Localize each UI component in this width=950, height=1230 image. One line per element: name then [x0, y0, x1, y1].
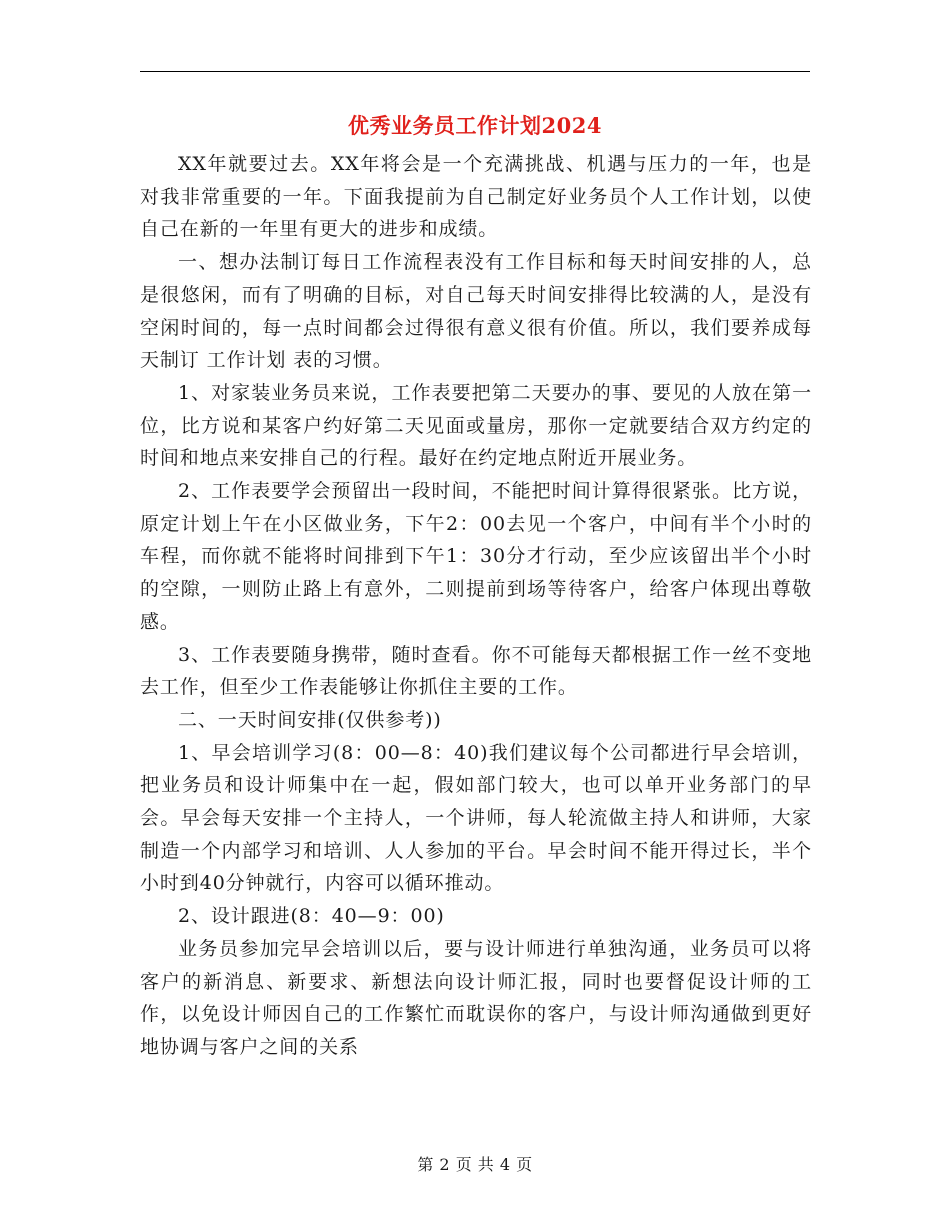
paragraph: 业务员参加完早会培训以后，要与设计师进行单独沟通，业务员可以将客户的新消息、新要求、新想法向设计师汇报，同时也要督促设计师的工作，以免设计师因自己的工作繁忙而耽误你的客户，与设计师沟通做到更好地协调与客户之间的关系: [140, 937, 812, 1058]
section-heading: 二、一天时间安排(仅供参考)): [178, 708, 442, 731]
paragraph: XX年就要过去。XX年将会是一个充满挑战、机遇与压力的一年，也是对我非常重要的一年。下面我提前为自己制定好业务员个人工作计划，以使自己在新的一年里有更大的进步和成绩。: [140, 153, 812, 241]
paragraph: 2、工作表要学会预留出一段时间，不能把时间计算得很紧张。比方说，原定计划上午在小区做业务，下午2：00去见一个客户，中间有半个小时的车程，而你就不能将时间排到下午1：30分才行动，至少应该留出半个小时的空隙，一则防止路上有意外，二则提前到场等待客户，给客户体现出尊敬感。: [140, 480, 812, 633]
page-footer: 第 2 页 共 4 页: [417, 1155, 533, 1174]
paragraph: 一、想办法制订每日工作流程表没有工作目标和每天时间安排的人，总是很悠闲，而有了明确的目标，对自己每天时间安排得比较满的人，是没有空闲时间的，每一点时间都会过得很有意义很有价值。所以，我们要养成每天制订 工作计划 表的习惯。: [140, 251, 812, 372]
document-body: [140, 148, 812, 1064]
subsection-heading: 2、设计跟进(8：40—9：00): [178, 905, 445, 928]
paragraph: 1、对家装业务员来说，工作表要把第二天要办的事、要见的人放在第一位，比方说和某客户约好第二天见面或量房，那你一定就要结合双方约定的时间和地点来安排自己的行程。最好在约定地点附近开展业务。: [140, 381, 812, 470]
header-rule: [140, 71, 810, 72]
document-title: 优秀业务员工作计划2024: [348, 113, 602, 138]
paragraph: 3、工作表要随身携带，随时查看。你不可能每天都根据工作一丝不变地去工作，但至少工作表能够让你抓住主要的工作。: [140, 643, 812, 699]
paragraph: 1、早会培训学习(8：00—8：40)我们建议每个公司都进行早会培训，把业务员和设计师集中在一起，假如部门较大，也可以单开业务部门的早会。早会每天安排一个主持人，一个讲师，每人轮流做主持人和讲师，大家制造一个内部学习和培训、人人参加的平台。早会时间不能开得过长，半个小时到40分钟就行，内容可以循环推动。: [140, 741, 812, 895]
